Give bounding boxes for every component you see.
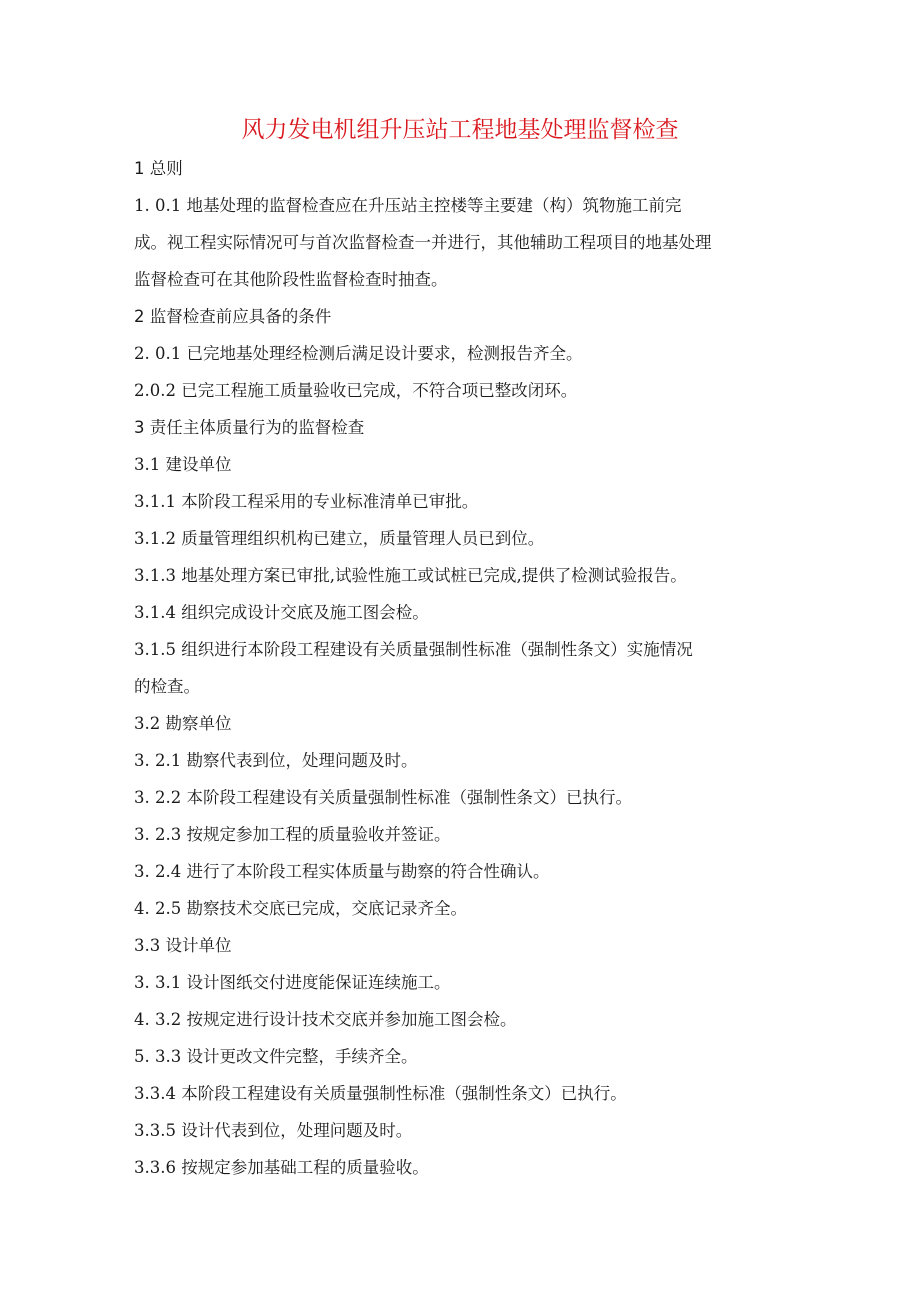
section-heading: 1 总则 [134, 159, 183, 178]
paragraph-line: 3.3.6 按规定参加基础工程的质量验收。 [134, 1158, 429, 1177]
paragraph-line: 3. 2.1 勘察代表到位，处理问题及时。 [134, 751, 418, 770]
paragraph-line: 4. 2.5 勘察技术交底已完成，交底记录齐全。 [134, 899, 467, 918]
paragraph-line: 3.1 建设单位 [134, 455, 232, 474]
document-body [134, 150, 794, 1186]
paragraph-line: 3.2 勘察单位 [134, 714, 232, 733]
paragraph-line: 成。视工程实际情况可与首次监督检查一并进行，其他辅助工程项目的地基处理 [134, 233, 712, 252]
paragraph-line: 3.1.5 组织进行本阶段工程建设有关质量强制性标准（强制性条文）实施情况 [134, 640, 693, 659]
paragraph-line: 3. 2.2 本阶段工程建设有关质量强制性标准（强制性条文）已执行。 [134, 788, 632, 807]
section-heading: 3 责任主体质量行为的监督检查 [134, 418, 365, 437]
paragraph-line: 3.3.5 设计代表到位，处理问题及时。 [134, 1121, 413, 1140]
paragraph-line: 2. 0.1 已完地基处理经检测后满足设计要求，检测报告齐全。 [134, 344, 583, 363]
paragraph-line: 3.1.1 本阶段工程采用的专业标准清单已审批。 [134, 492, 479, 511]
paragraph-line: 监督检查可在其他阶段性监督检查时抽查。 [134, 270, 448, 289]
paragraph-line: 1. 0.1 地基处理的监督检查应在升压站主控楼等主要建（构）筑物施工前完 [134, 196, 682, 215]
paragraph-line: 5. 3.3 设计更改文件完整，手续齐全。 [134, 1047, 418, 1066]
section-heading: 2 监督检查前应具备的条件 [134, 307, 332, 326]
paragraph-line: 3. 3.1 设计图纸交付进度能保证连续施工。 [134, 973, 451, 992]
paragraph-line: 4. 3.2 按规定进行设计技术交底并参加施工图会检。 [134, 1010, 517, 1029]
paragraph-line: 3. 2.4 进行了本阶段工程实体质量与勘察的符合性确认。 [134, 862, 550, 881]
paragraph-line: 3.1.2 质量管理组织机构已建立，质量管理人员已到位。 [134, 529, 545, 548]
paragraph-line: 3.1.4 组织完成设计交底及施工图会检。 [134, 603, 429, 622]
paragraph-line: 3.3.4 本阶段工程建设有关质量强制性标准（强制性条文）已执行。 [134, 1084, 627, 1103]
paragraph-line: 3.1.3 地基处理方案已审批,试验性施工或试桩已完成,提供了检测试验报告。 [134, 566, 687, 585]
paragraph-line: 2.0.2 已完工程施工质量验收已完成，不符合项已整改闭环。 [134, 381, 578, 400]
paragraph-line: 3. 2.3 按规定参加工程的质量验收并签证。 [134, 825, 451, 844]
paragraph-line: 3.3 设计单位 [134, 936, 232, 955]
document-title: 风力发电机组升压站工程地基处理监督检查 [241, 117, 679, 143]
paragraph-line: 的检查。 [134, 677, 200, 696]
